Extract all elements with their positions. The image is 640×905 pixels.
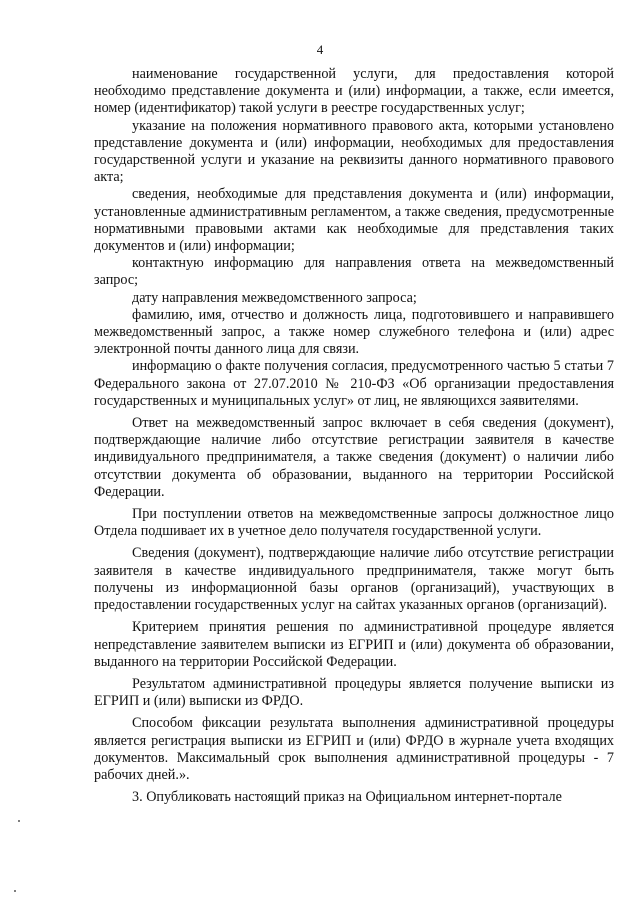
paragraph-contact-info: контактную информацию для направления ответа на межведомственный запрос; xyxy=(94,255,614,289)
paragraph-request-date: дату направления межведомственного запроса; xyxy=(132,289,417,306)
paragraph-required-info: сведения, необходимые для представления документа и (или) информации, установленные административным регламентом, а также сведения, предусмотренные нормативными правовыми актами как необходимые для представления таких документов и (или) информации; xyxy=(94,186,614,255)
paragraph-result-recording: Способом фиксации результата выполнения административной процедуры является регистрация выписки из ЕГРИП и (или) ФРДО в журнале учета входящих документов. Максимальный срок выполнения административной процедуры - 7 рабочих дней.». xyxy=(94,715,614,783)
paragraph-response-filing: При поступлении ответов на межведомственные запросы должностное лицо Отдела подшивает их в учетное дело получателя государственной услуги. xyxy=(94,506,614,540)
document-body xyxy=(94,66,614,809)
scan-speck xyxy=(18,820,20,822)
paragraph-sender-details: фамилию, имя, отчество и должность лица, подготовившего и направившего межведомственный запрос, а также номер служебного телефона и (или) адрес электронной почты данного лица для связи. xyxy=(94,306,614,358)
scan-speck xyxy=(14,890,16,892)
paragraph-response-content: Ответ на межведомственный запрос включает в себя сведения (документ), подтверждающие наличие либо отсутствие регистрации заявителя в качестве индивидуального предпринимателя, а также сведения (документ) о наличии либо отсутствии документа об образовании, выданного на территории Российской Федерации. xyxy=(94,415,614,500)
paragraph-procedure-result: Результатом административной процедуры является получение выписки из ЕГРИП и (или) выписки из ФРДО. xyxy=(94,675,614,710)
paragraph-service-name: наименование государственной услуги, для предоставления которой необходимо представление документа и (или) информации, а также, если имеется, номер (идентификатор) такой услуги в реестре государственных услуг; xyxy=(94,66,614,117)
paragraph-info-database: Сведения (документ), подтверждающие наличие либо отсутствие регистрации заявителя в качестве индивидуального предпринимателя, также могут быть получены из информационной базы органов (организаций), участвующих в предоставлении государственных услуг на сайтах указанных органов (организаций). xyxy=(94,545,614,614)
paragraph-publish-order: 3. Опубликовать настоящий приказ на Официальном интернет-портале xyxy=(132,789,562,806)
paragraph-consent-info: информацию о факте получения согласия, предусмотренного частью 5 статьи 7 Федерального закона от 27.07.2010 № 210-ФЗ «Об организации предоставления государственных и муниципальных услуг» от лиц, не являющихся заявителями. xyxy=(94,358,614,409)
page-number: 4 xyxy=(316,42,324,57)
paragraph-decision-criterion: Критерием принятия решения по административной процедуре является непредставление заявителем выписки из ЕГРИП и (или) документа об образовании, выданного на территории Российской Федерации. xyxy=(94,619,614,670)
paragraph-legal-act: указание на положения нормативного правового акта, которыми установлено представление документа и (или) информации, необходимых для предоставления государственной услуги и указание на реквизиты данного нормативного правового акта; xyxy=(94,117,614,186)
